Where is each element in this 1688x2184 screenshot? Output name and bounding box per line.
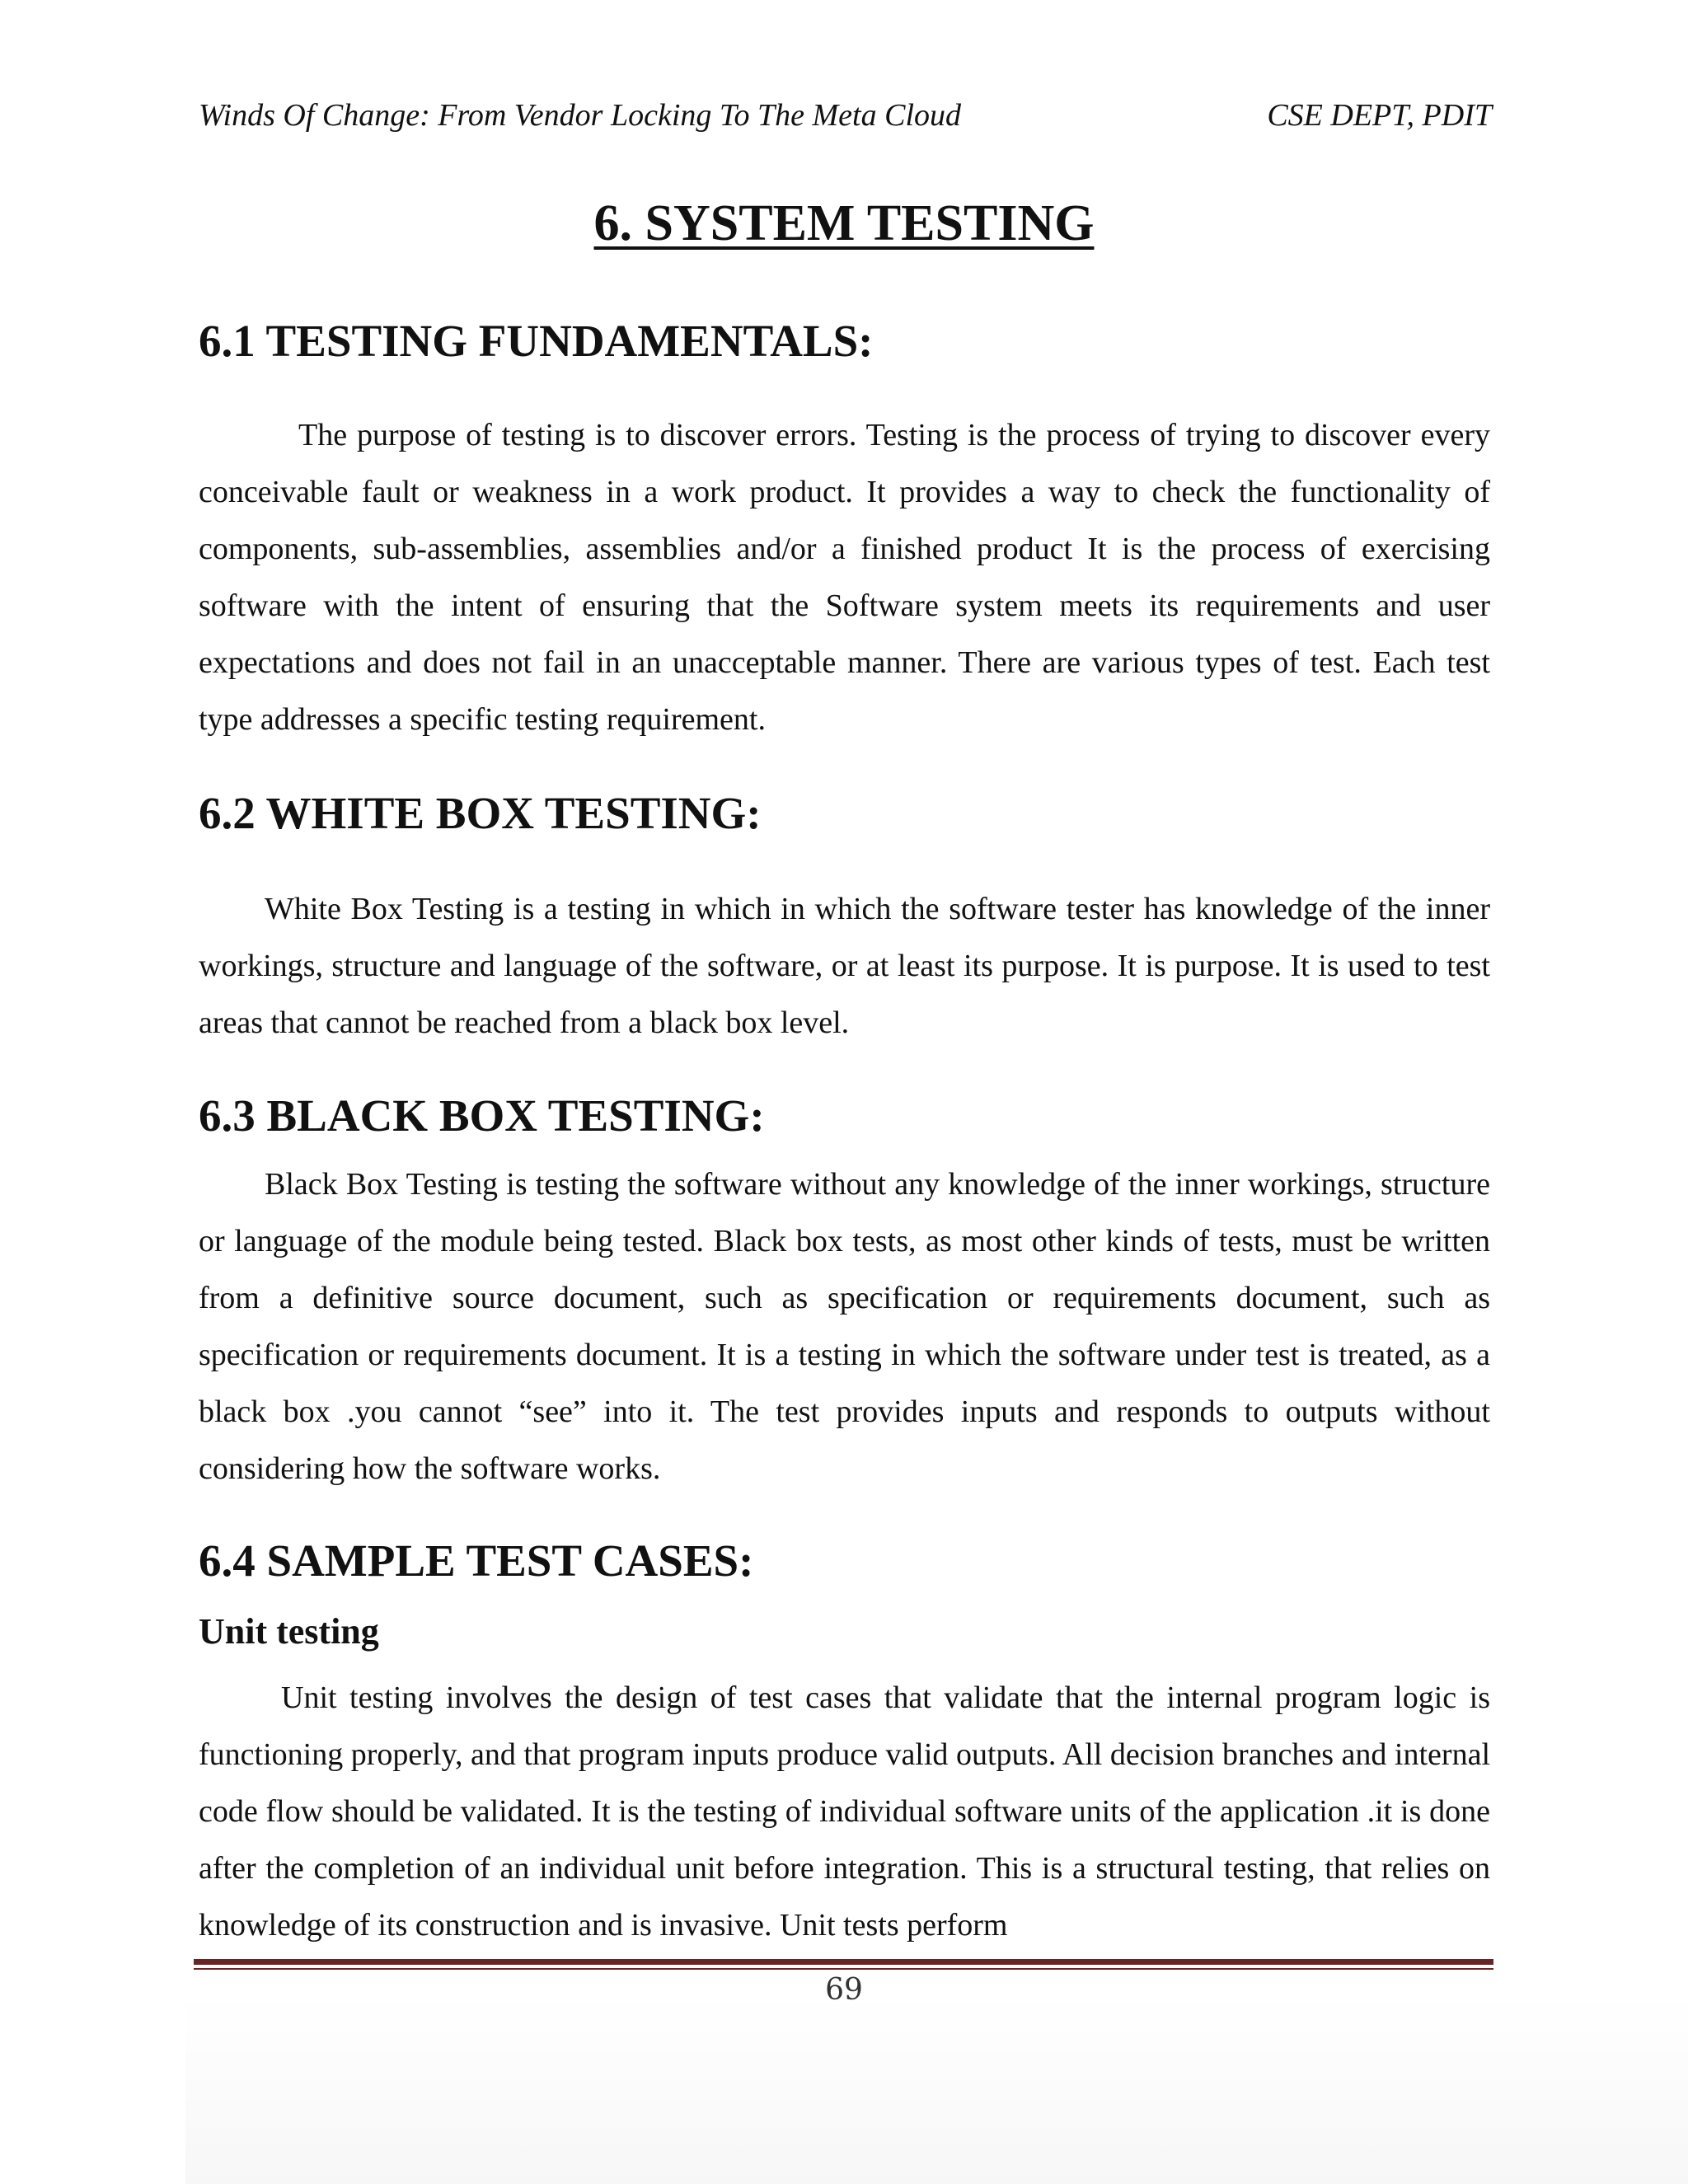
section-heading-testing-fundamentals: 6.1 TESTING FUNDAMENTALS:: [199, 316, 874, 366]
subheading-unit-testing: Unit testing: [199, 1611, 379, 1652]
footer-rule-thin: [194, 1968, 1493, 1970]
page-shadow: [185, 1994, 1688, 2184]
section-heading-white-box-testing: 6.2 WHITE BOX TESTING:: [199, 788, 762, 838]
running-header-department: CSE DEPT, PDIT: [1267, 98, 1492, 133]
page-number: 69: [825, 1973, 863, 2007]
paragraph-black-box-testing: Black Box Testing is testing the software without any knowledge of the inner workings, structure or language of the module being tested. Black box tests, as most other kinds of tests, must be written from a definitive source document, such as specification or requirements document, such as specification or requirements document. It is a testing in which the software under test is treated, as a black box .you cannot “see” into it. The test provides inputs and responds to outputs without considering how the software works.: [199, 1167, 1490, 1486]
section-heading-black-box-testing: 6.3 BLACK BOX TESTING:: [199, 1090, 765, 1141]
section-heading-sample-test-cases: 6.4 SAMPLE TEST CASES:: [199, 1535, 754, 1586]
running-header-title: Winds Of Change: From Vendor Locking To The Meta Cloud: [199, 98, 962, 133]
paragraph-testing-fundamentals: The purpose of testing is to discover errors. Testing is the process of trying to discover every conceivable fault or weakness in a work product. It provides a way to check the functionality of components, sub-assemblies, assemblies and/or a finished product It is the process of exercising software with the intent of ensuring that the Software system meets its requirements and user expectations and does not fail in an unacceptable manner. There are various types of test. Each test type addresses a specific testing requirement.: [199, 418, 1490, 737]
paragraph-unit-testing: Unit testing involves the design of test cases that validate that the internal program logic is functioning properly, and that program inputs produce valid outputs. All decision branches and internal code flow should be validated. It is the testing of individual software units of the application .it is done after the completion of an individual unit before integration. This is a structural testing, that relies on knowledge of its construction and is invasive. Unit tests perform: [199, 1680, 1490, 1943]
paragraph-white-box-testing: White Box Testing is a testing in which in which the software tester has knowledge of the inner workings, structure and language of the software, or at least its purpose. It is purpose. It is used to test areas that cannot be reached from a black box level.: [199, 892, 1490, 1040]
footer-rule-thick: [194, 1959, 1493, 1965]
chapter-title: 6. SYSTEM TESTING: [593, 195, 1095, 251]
